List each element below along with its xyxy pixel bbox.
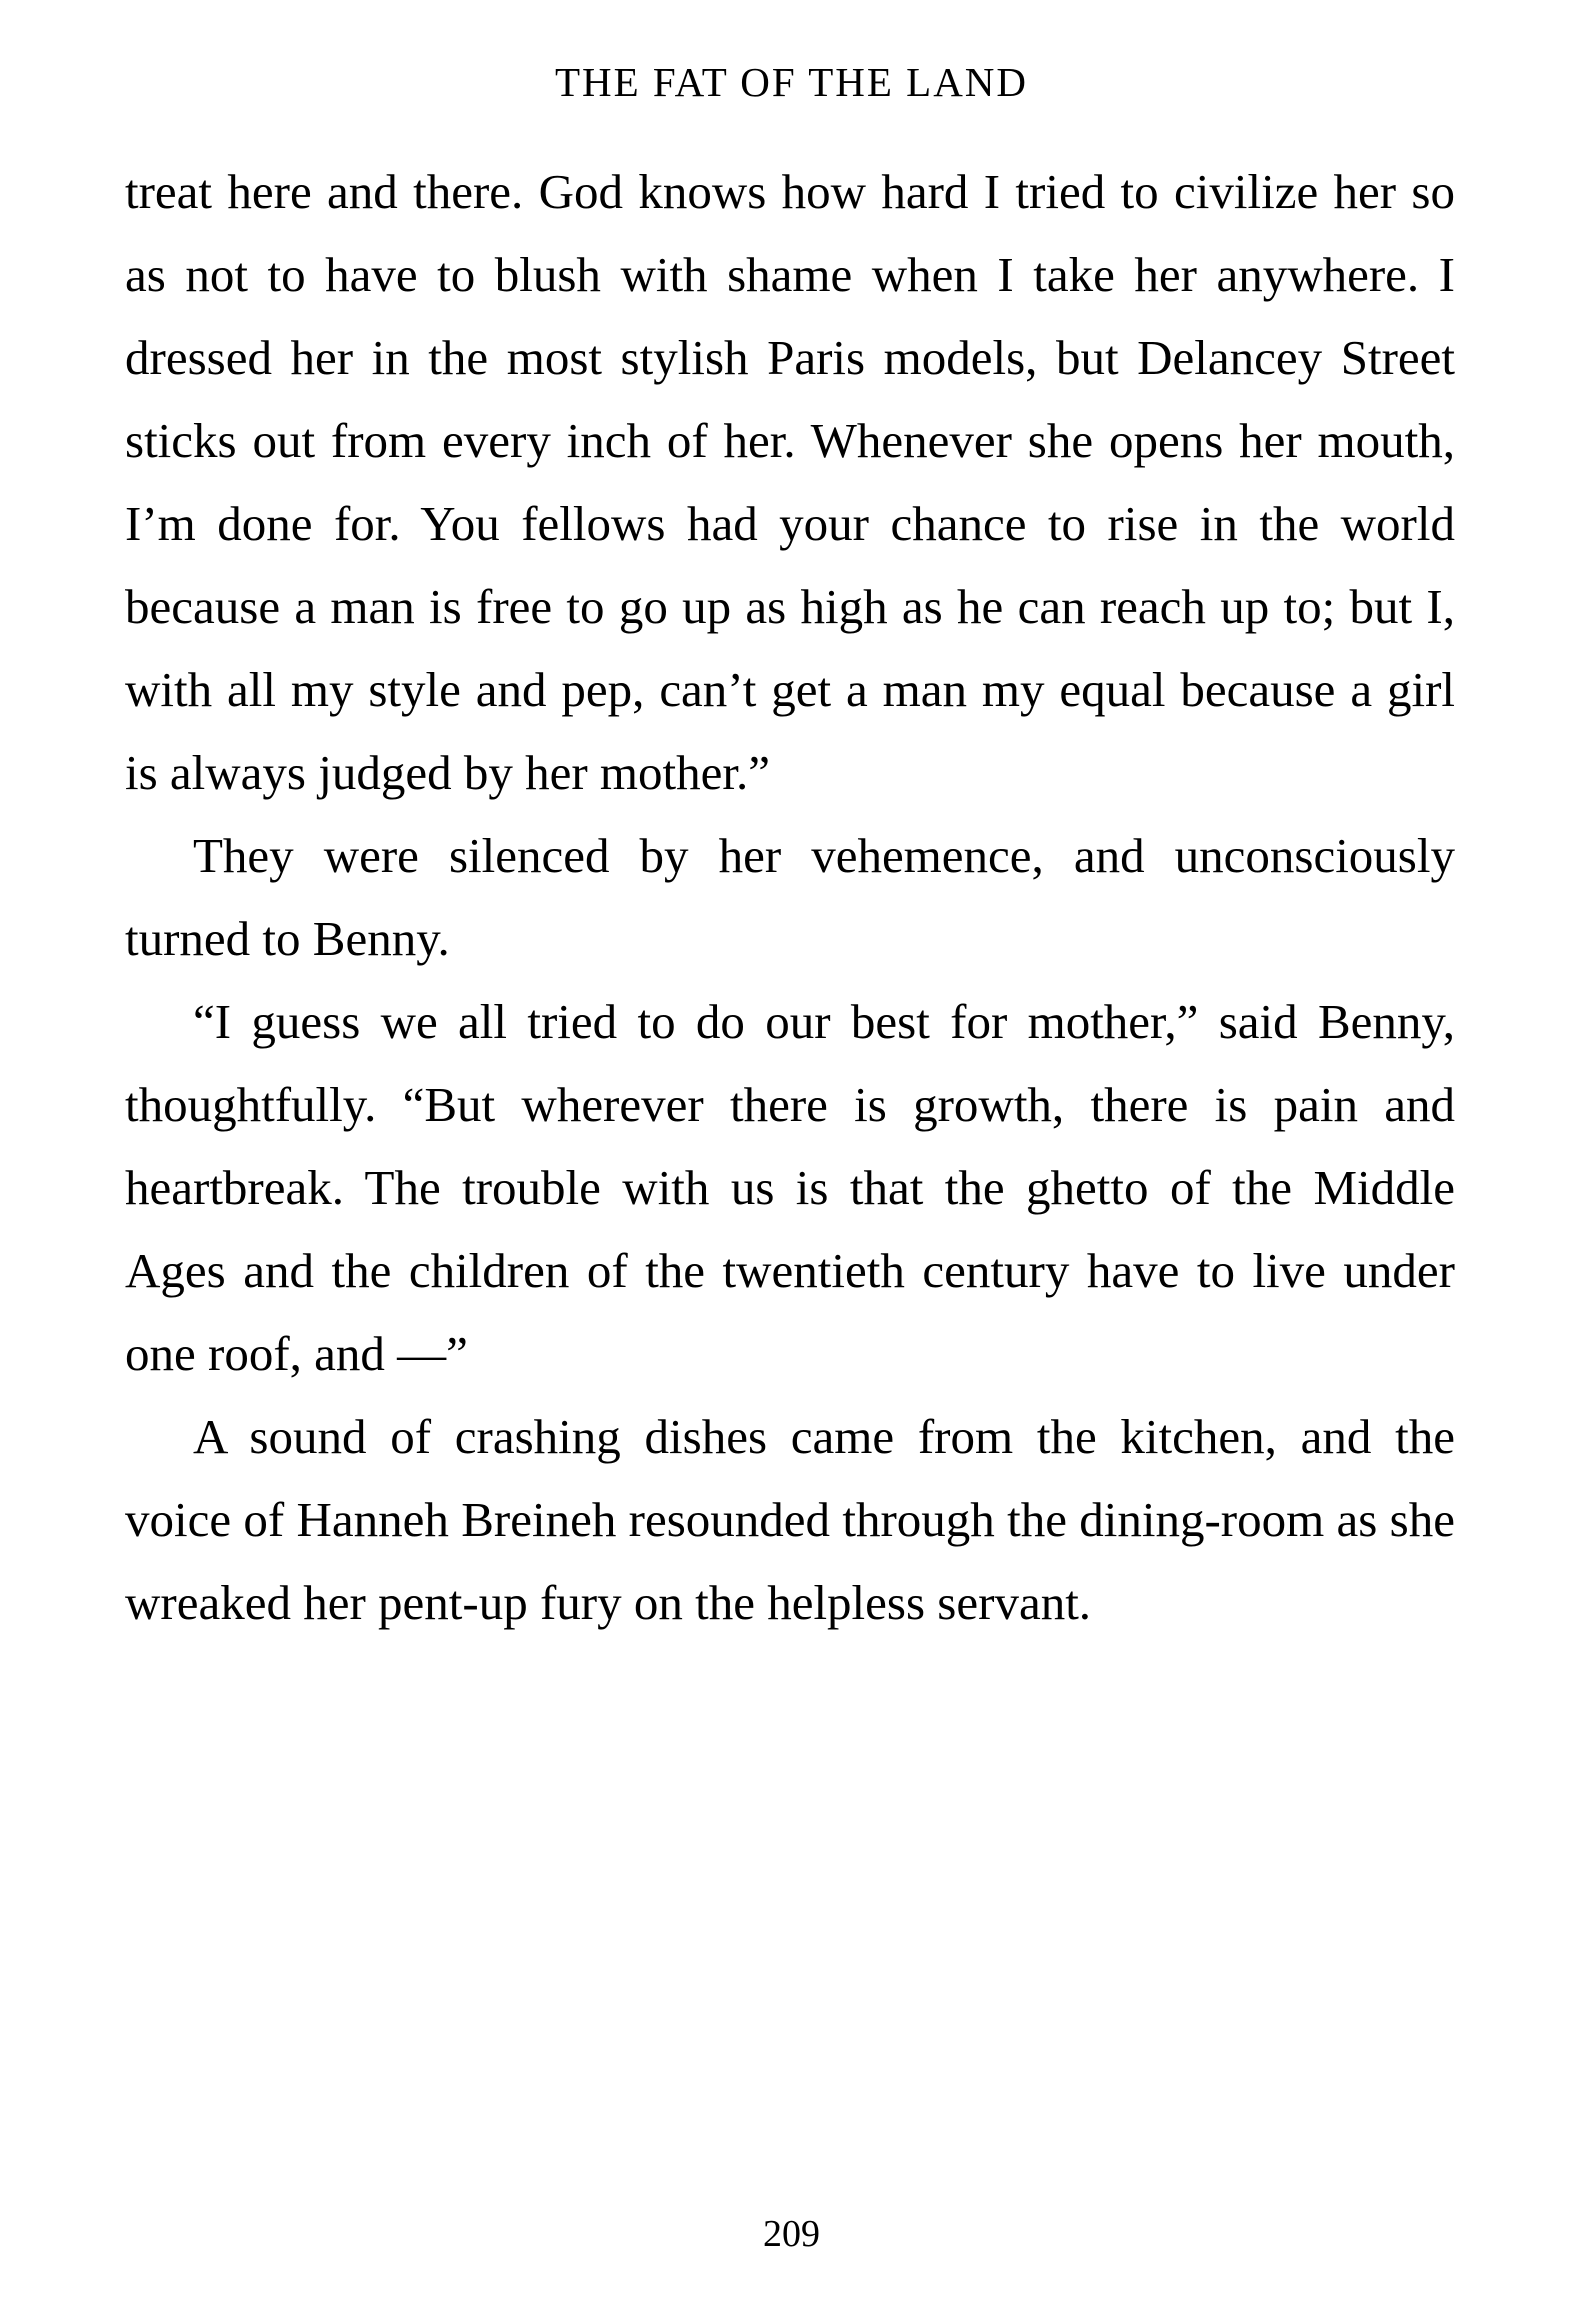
page-body [125, 150, 1455, 1644]
paragraph: They were silenced by her vehemence, and unconsciously turned to Benny. [125, 828, 1455, 966]
running-head: THE FAT OF THE LAND [554, 59, 1029, 105]
paragraph: A sound of crashing dishes came from the kitchen, and the voice of Hanneh Breineh resounded through the dining-room as she wreaked her pent-up fury on the helpless servant. [125, 1409, 1455, 1630]
page-number: 209 [763, 2213, 820, 2255]
paragraph: treat here and there. God knows how hard I tried to civilize her so as not to have to blush with shame when I take her anywhere. I dressed her in the most stylish Paris models, but Delancey Street sticks out from every inch of her. Whenever she opens her mouth, I’m done for. You fellows had your chance to rise in the world because a man is free to go up as high as he can reach up to; but I, with all my style and pep, can’t get a man my equal because a girl is always judged by her mother.” [125, 164, 1455, 800]
paragraph: “I guess we all tried to do our best for mother,” said Benny, thoughtfully. “But wherever there is growth, there is pain and heartbreak. The trouble with us is that the ghetto of the Middle Ages and the children of the twentieth century have to live under one roof, and —” [125, 994, 1455, 1381]
